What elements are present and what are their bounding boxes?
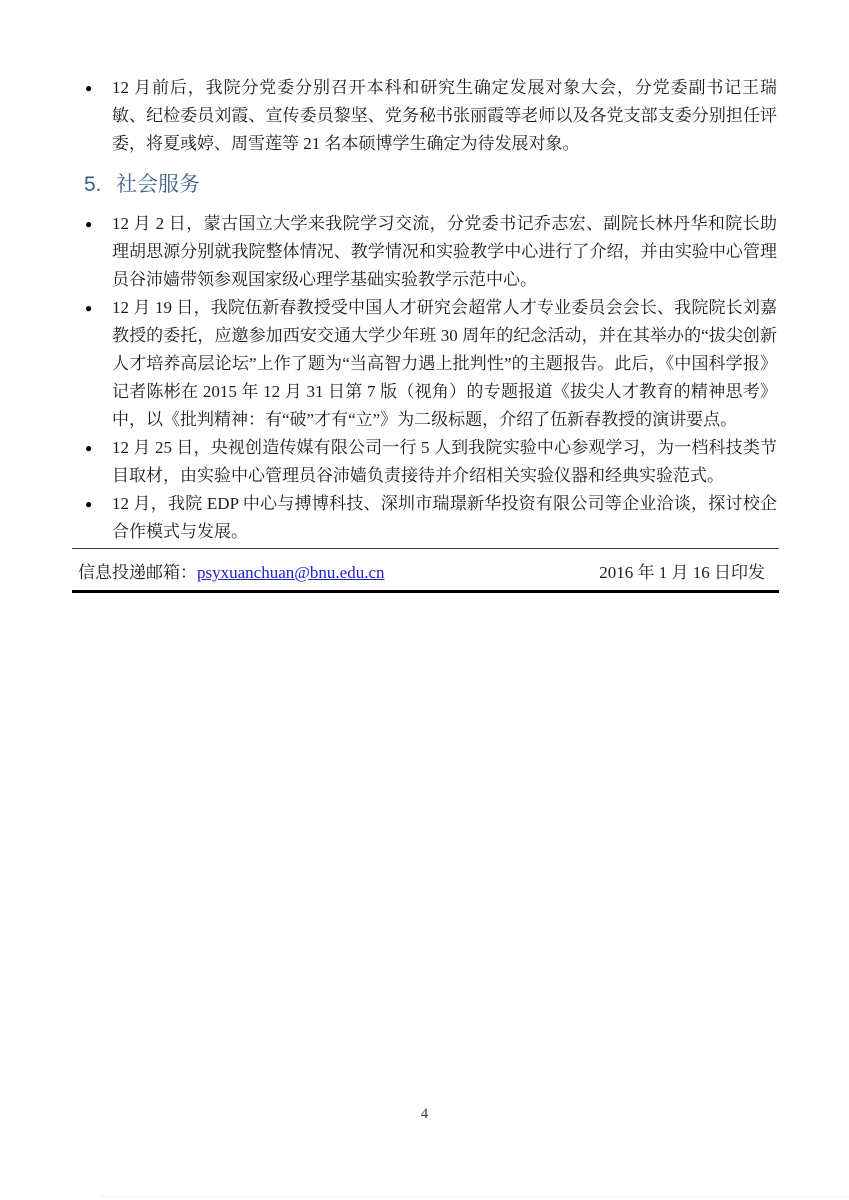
page-number: 4 xyxy=(420,1106,429,1122)
section-title: 社会服务 xyxy=(116,173,200,196)
scan-artifact-line xyxy=(100,1196,849,1197)
bullet-icon: ● xyxy=(85,441,93,455)
list-item xyxy=(84,490,777,546)
footer-email-link[interactable]: psyxuanchuan@bnu.edu.cn xyxy=(197,563,385,582)
list-item xyxy=(84,294,777,434)
bullet-icon: ● xyxy=(85,497,93,511)
list-item-text: 12 月前后，我院分党委分别召开本科和研究生确定发展对象大会，分党委副书记王瑞敏、纪检委员刘霞、宣传委员黎坚、党务秘书张丽霞等老师以及各党支部支委分别担任评委，将夏彧婷、周雪莲等 21 名本硕博学生确定为待发展对象。 xyxy=(112,78,777,153)
page-footer xyxy=(72,548,779,593)
section-number: 5. xyxy=(84,173,102,196)
bullet-icon: ● xyxy=(85,217,93,231)
footer-print-date: 2016 年 1 月 16 日印发 xyxy=(599,563,765,582)
footer-email-label: 信息投递邮箱： xyxy=(78,563,197,582)
section-heading xyxy=(84,172,777,198)
bullet-icon: ● xyxy=(85,81,93,95)
bullet-icon: ● xyxy=(85,301,93,315)
list-item-text: 12 月 19 日，我院伍新春教授受中国人才研究会超常人才专业委员会会长、我院院长刘嘉教授的委托，应邀参加西安交通大学少年班 30 周年的纪念活动，并在其举办的“拔尖创新人才培养高层论坛”上作了题为“当高智力遇上批判性”的主题报告。此后，《中国科学报》记者陈彬在 2015 年 12 月 31 日第 7 版（视角）的专题报道《拔尖人才教育的精神思考》中，以《批判精神：有“破”才有“立”》为二级标题，介绍了伍新春教授的演讲要点。 xyxy=(112,298,777,429)
list-item xyxy=(84,74,777,158)
footer-contact xyxy=(78,558,385,583)
document-body xyxy=(84,74,777,546)
list-item-text: 12 月，我院 EDP 中心与搏博科技、深圳市瑞璟新华投资有限公司等企业洽谈，探讨校企合作模式与发展。 xyxy=(112,494,777,541)
bullet-list-social-services xyxy=(84,210,777,546)
list-item-text: 12 月 25 日，央视创造传媒有限公司一行 5 人到我院实验中心参观学习，为一档科技类节目取材，由实验中心管理员谷沛嫱负责接待并介绍相关实验仪器和经典实验范式。 xyxy=(112,438,777,485)
bullet-list-top xyxy=(84,74,777,158)
list-item xyxy=(84,434,777,490)
list-item xyxy=(84,210,777,294)
list-item-text: 12 月 2 日，蒙古国立大学来我院学习交流，分党委书记乔志宏、副院长林丹华和院长助理胡思源分别就我院整体情况、教学情况和实验教学中心进行了介绍，并由实验中心管理员谷沛嫱带领参观国家级心理学基础实验教学示范中心。 xyxy=(112,214,777,289)
